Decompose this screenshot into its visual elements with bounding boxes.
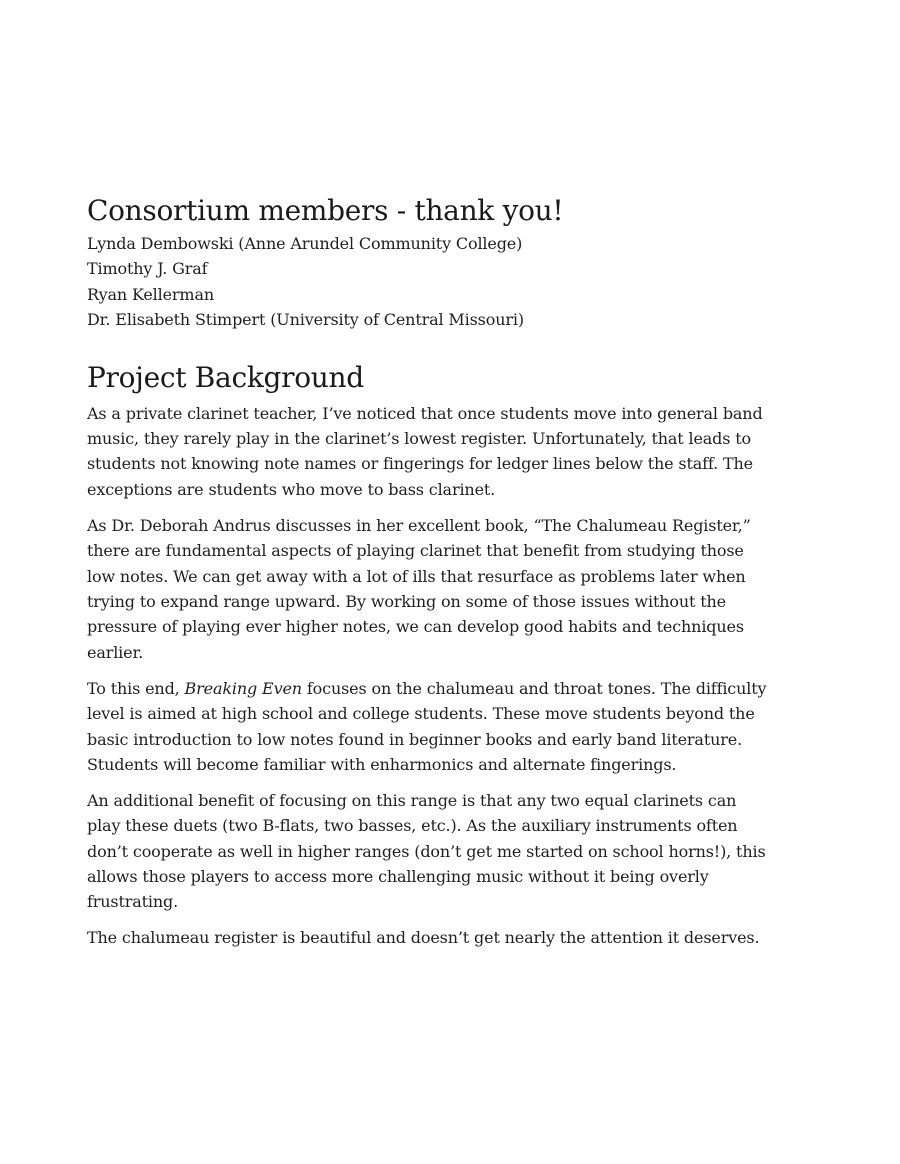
background-paragraph-5: The chalumeau register is beautiful and doesn’t get nearly the attention it deserves.: [87, 928, 760, 948]
paragraph-3-rest: focuses on the chalumeau and throat tones. The difficulty level is aimed at high school and college students. These move students beyond the basic introduction to low notes found in beginner books and early band literature. Students will become familiar with enharmonics and alternate fingerings.: [87, 678, 767, 774]
consortium-member-list: [87, 231, 767, 333]
consortium-member: Lynda Dembowski (Anne Arundel Community College): [87, 234, 523, 253]
consortium-heading: Consortium members - thank you!: [87, 194, 564, 227]
background-paragraph-1: As a private clarinet teacher, I’ve noticed that once students move into general band music, they rarely play in the clarinet’s lowest register. Unfortunately, that leads to students not knowing note names or fingerings for ledger lines below the staff. The exceptions are students who move to bass clarinet.: [87, 403, 763, 499]
project-background-section: [87, 359, 767, 951]
background-paragraph-3: [87, 676, 767, 778]
consortium-member: Ryan Kellerman: [87, 284, 214, 304]
background-paragraph-4: An additional benefit of focusing on this range is that any two equal clarinets can play these duets (two B-flats, two basses, etc.). As the auxiliary instruments often don’t cooperate as well in higher ranges (don’t get me started on school horns!), this allows those players to access more challenging music without it being overly frustrating.: [87, 790, 766, 912]
project-background-heading: Project Background: [87, 360, 364, 394]
consortium-member: Dr. Elisabeth Stimpert (University of Central Missouri): [87, 310, 524, 330]
paragraph-3-prefix: To this end,: [87, 678, 185, 698]
consortium-section: [87, 192, 767, 333]
book-title: Breaking Even: [184, 678, 302, 698]
consortium-member: Timothy J. Graf: [87, 259, 208, 279]
document-page: [87, 192, 767, 961]
background-paragraph-2: As Dr. Deborah Andrus discusses in her excellent book, “The Chalumeau Register,” there are fundamental aspects of playing clarinet that benefit from studying those low notes. We can get away with a lot of ills that resurface as problems later when trying to expand range upward. By working on some of those issues without the pressure of playing ever higher notes, we can develop good habits and techniques earlier.: [87, 515, 751, 662]
